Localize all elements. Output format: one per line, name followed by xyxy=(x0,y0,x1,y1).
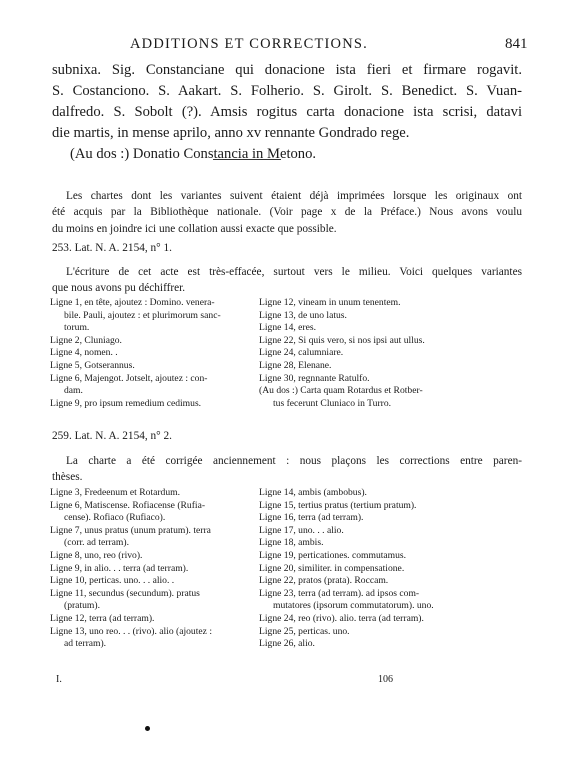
variant-line: Ligne 19, perticationes. commutamus. xyxy=(259,549,407,561)
variant-line: Ligne 28, Elenane. xyxy=(259,359,332,371)
charter-line: subnixa. Sig. Constanciane qui donacione ista fieri et firmare rogavit. xyxy=(52,62,522,78)
variant-line: Ligne 13, uno reo. . . (rivo). alio (ajoutez : xyxy=(50,625,212,637)
variant-line: (pratum). xyxy=(64,600,100,612)
variant-line: Ligne 23, terra (ad terram). ad ipsos com- xyxy=(259,587,420,599)
variants-right-column-259 xyxy=(259,487,524,651)
page-header xyxy=(0,36,565,54)
variant-line: dam. xyxy=(64,385,83,397)
charter-line: dalfredo. S. Sobolt (?). Amsis rogitus carta donacione ista scrisi, datavi xyxy=(52,104,522,120)
note-line: thèses. xyxy=(52,471,83,483)
section-heading-259: 259. Lat. N. A. 2154, n° 2. xyxy=(52,430,172,442)
variant-line: Ligne 14, eres. xyxy=(259,322,317,334)
variant-line: Ligne 15, tertius pratus (tertium pratum). xyxy=(259,499,417,511)
variants-left-column-259 xyxy=(50,487,255,651)
variant-line: Ligne 20, similiter. in compensatione. xyxy=(259,562,405,574)
variant-line: Ligne 22, pratos (prata). Roccam. xyxy=(259,575,389,587)
variant-line: Ligne 9, pro ipsum remedium cedimus. xyxy=(50,397,202,409)
variant-line: tus fecerunt Cluniaco in Turro. xyxy=(273,397,392,409)
section-note-253 xyxy=(52,264,522,296)
charter-line: die martis, in mense aprilo, anno xv rennante Gondrado rege. xyxy=(52,125,410,141)
variant-line: bile. Pauli, ajoutez : et plurimorum sanc- xyxy=(64,309,221,321)
variants-left-column-253 xyxy=(50,297,255,410)
charter-line: S. Costanciono. S. Aakart. S. Folherio. S. Girolt. S. Benedict. S. Vuan- xyxy=(52,83,522,99)
variant-line: Ligne 17, uno. . . alio. xyxy=(259,524,344,536)
section-heading-253: 253. Lat. N. A. 2154, n° 1. xyxy=(52,242,172,254)
running-title: ADDITIONS ET CORRECTIONS. xyxy=(130,36,368,52)
variant-line: cense). Rofiaco (Rufiaco). xyxy=(64,512,166,524)
variant-line: Ligne 14, ambis (ambobus). xyxy=(259,487,367,498)
variant-line: (Au dos :) Carta quam Rotardus et Rotber- xyxy=(259,385,423,397)
sheet-number: 106 xyxy=(378,674,393,685)
variant-line: Ligne 6, Majengot. Jotselt, ajoutez : con- xyxy=(50,372,208,384)
signature-mark: I. xyxy=(56,674,62,685)
variant-line: torum. xyxy=(64,322,90,334)
variant-line: Ligne 9, in alio. . . terra (ad terram). xyxy=(50,562,189,574)
variant-line: Ligne 26, alio. xyxy=(259,638,315,650)
intro-line: du moins en joindre ici une collation aussi exacte que possible. xyxy=(52,222,337,235)
note-line: L'écriture de cet acte est très-effacée, surtout vers le milieu. Voici quelques variantes xyxy=(66,266,522,278)
variant-line: Ligne 3, Fredeenum et Rotardum. xyxy=(50,487,181,498)
variant-line: Ligne 5, Gotserannus. xyxy=(50,359,135,371)
section-note-259 xyxy=(52,453,522,485)
variant-line: Ligne 18, ambis. xyxy=(259,537,324,549)
variant-line: Ligne 1, en tête, ajoutez : Domino. venera- xyxy=(50,297,215,308)
variant-line: Ligne 6, Matiscense. Rofiacense (Rufia- xyxy=(50,499,206,511)
variant-line: Ligne 10, perticas. uno. . . alio. . xyxy=(50,575,175,587)
variant-line: Ligne 4, nomen. . xyxy=(50,347,118,359)
variant-line: Ligne 30, regnnante Ratulfo. xyxy=(259,372,370,384)
variant-line: Ligne 2, Cluniago. xyxy=(50,334,122,346)
variant-line: ad terram). xyxy=(64,638,107,650)
intro-line: Les chartes dont les variantes suivent étaient déjà imprimées lorsque les originaux ont xyxy=(66,190,522,202)
intro-line: été acquis par la Bibliothèque nationale. (Voir page x de la Préface.) Nous avons voulu xyxy=(52,206,522,219)
variant-line: Ligne 11, secundus (secundum). pratus xyxy=(50,587,200,599)
ink-spot xyxy=(145,726,150,731)
note-line: que nous avons pu déchiffrer. xyxy=(52,282,186,294)
intro-paragraph xyxy=(52,188,522,237)
variant-line: Ligne 24, reo (rivo). alio. terra (ad terram). xyxy=(259,612,424,624)
variant-line: Ligne 16, terra (ad terram). xyxy=(259,512,364,524)
variant-line: Ligne 22, Si quis vero, si nos ipsi aut ullus. xyxy=(259,334,425,346)
variant-line: Ligne 25, perticas. uno. xyxy=(259,625,350,637)
variant-line: Ligne 13, de uno latus. xyxy=(259,309,347,321)
section-divider xyxy=(213,159,281,160)
variant-line: Ligne 24, calumniare. xyxy=(259,347,344,359)
charter-text-block xyxy=(52,60,522,165)
variant-line: (corr. ad terram). xyxy=(64,537,129,549)
variant-line: Ligne 8, uno, reo (rivo). xyxy=(50,549,143,561)
variant-line: Ligne 12, vineam in unum tenentem. xyxy=(259,297,401,308)
charter-endorsement: (Au dos :) Donatio Constancia in Metono. xyxy=(70,146,317,162)
note-line: La charte a été corrigée anciennement : nous plaçons les corrections entre paren- xyxy=(66,455,522,467)
page-number: 841 xyxy=(505,36,528,52)
variant-line: Ligne 12, terra (ad terram). xyxy=(50,612,155,624)
variants-right-column-253 xyxy=(259,297,524,410)
variant-line: Ligne 7, unus pratus (unum pratum). terra xyxy=(50,524,211,536)
variant-line: mutatores (ipsorum commutatorum). uno. xyxy=(273,600,434,612)
